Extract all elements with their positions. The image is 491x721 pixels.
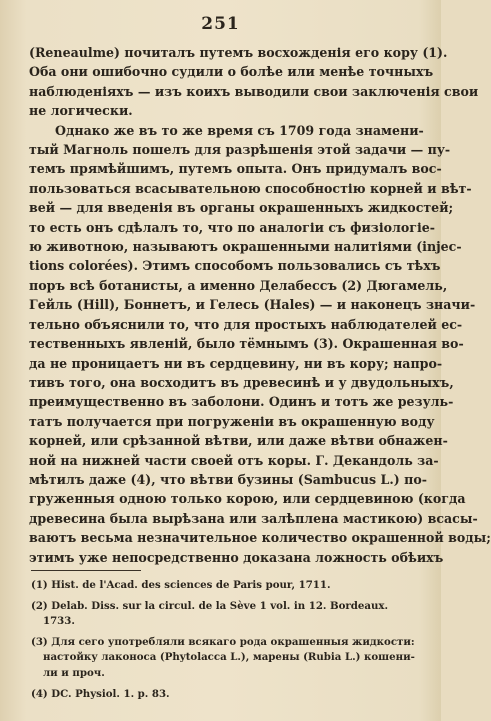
text-line: этимъ уже непосредственно доказана ложность обѣихъ	[29, 549, 444, 565]
footnote-line: (1) Hist. de l'Acad. des sciences de Paris pour, 1711.	[31, 579, 331, 591]
text-line: Оба они ошибочно судили о болѣе или менѣе точныхъ	[29, 64, 434, 80]
text-line: ной на нижней части своей отъ коры. Г. Декандоль за-	[29, 452, 439, 468]
text-line: Гейль (Hill), Боннетъ, и Гелесь (Hales) — и наконецъ значи-	[29, 297, 476, 313]
footnotes	[31, 578, 421, 707]
text-line: (Reneaulme) почиталъ путемъ восхожденія его кору (1).	[29, 45, 448, 60]
text-line: то есть онъ сдѣлалъ то, что по аналогіи съ физіологіе-	[29, 219, 436, 235]
footnote-1	[31, 578, 421, 594]
text-line: темъ прямѣйшимъ, путемъ опыта. Онъ придумалъ вос-	[29, 161, 442, 177]
footnote-3	[31, 635, 421, 682]
paragraph-1	[29, 43, 479, 121]
text-line: tions colorées). Этимъ способомъ пользовались съ тѣхъ	[29, 258, 441, 274]
text-line: ю животною, называютъ окрашенными налитіями (injec-	[29, 239, 462, 255]
text-line: корней, или срѣзанной вѣтви, или даже вѣтви обнажен-	[29, 433, 448, 449]
text-line: наблюденіяхъ — изъ коихъ выводили свои заключенія свои	[29, 83, 479, 99]
text-line: мѣтилъ даже (4), что вѣтви бузины (Sambucus L.) по-	[29, 471, 427, 487]
text-line: груженныя одною только корою, или сердцевиною (когда	[29, 491, 466, 507]
text-line: ваютъ весьма незначительное количество окрашенной воды;	[29, 530, 491, 546]
text-line: Однако же въ то же время съ 1709 года знамени-	[55, 122, 424, 138]
text-line: тый Магноль пошелъ для разрѣшенія этой задачи — пу-	[29, 142, 451, 158]
footnote-line: ли и проч.	[43, 666, 105, 679]
footnote-line: 1733.	[43, 615, 75, 628]
footnote-divider	[31, 570, 141, 571]
footnote-4	[31, 687, 421, 703]
text-line: татъ получается при погруженіи въ окрашенную воду	[29, 413, 435, 429]
footnote-line: (2) Delab. Diss. sur la circul. de la Sève 1 vol. in 12. Bordeaux.	[31, 599, 389, 612]
footnote-2	[31, 599, 421, 630]
paragraph-2	[29, 121, 491, 567]
text-line: тивъ того, она восходитъ въ древесинѣ и у двудольныхъ,	[29, 374, 454, 390]
main-text	[29, 43, 491, 567]
text-line: пользоваться всасывательною способностію корней и вѣт-	[29, 180, 472, 196]
text-line: преимущественно въ заболони. Одинъ и тотъ же резуль-	[29, 394, 454, 410]
text-line: не логически.	[29, 103, 133, 119]
text-line: вей — для введенія въ органы окрашенныхъ жидкостей;	[29, 200, 454, 216]
text-line: да не проницаетъ ни въ сердцевину, ни въ кору; напро-	[29, 355, 443, 371]
footnote-line: (4) DC. Physiol. 1. p. 83.	[31, 687, 170, 700]
text-line: тельно объяснили то, что для простыхъ наблюдателей ес-	[29, 316, 463, 332]
text-line: древесина была вырѣзана или залѣплена мастикою) всасы-	[29, 510, 478, 526]
page-number: 251	[201, 14, 240, 34]
text-line: тественныхъ явленій, было тёмнымъ (3). Окрашенная во-	[29, 336, 464, 352]
text-line: поръ всѣ ботанисты, а именно Делабессъ (2) Дюгамель,	[29, 277, 448, 293]
footnote-line: (3) Для сего употребляли всякаго рода окрашенныя жидкости:	[31, 635, 415, 648]
footnote-line: настойку лаконоса (Phytolacca L.), марены (Rubia L.) кошени-	[43, 651, 415, 664]
